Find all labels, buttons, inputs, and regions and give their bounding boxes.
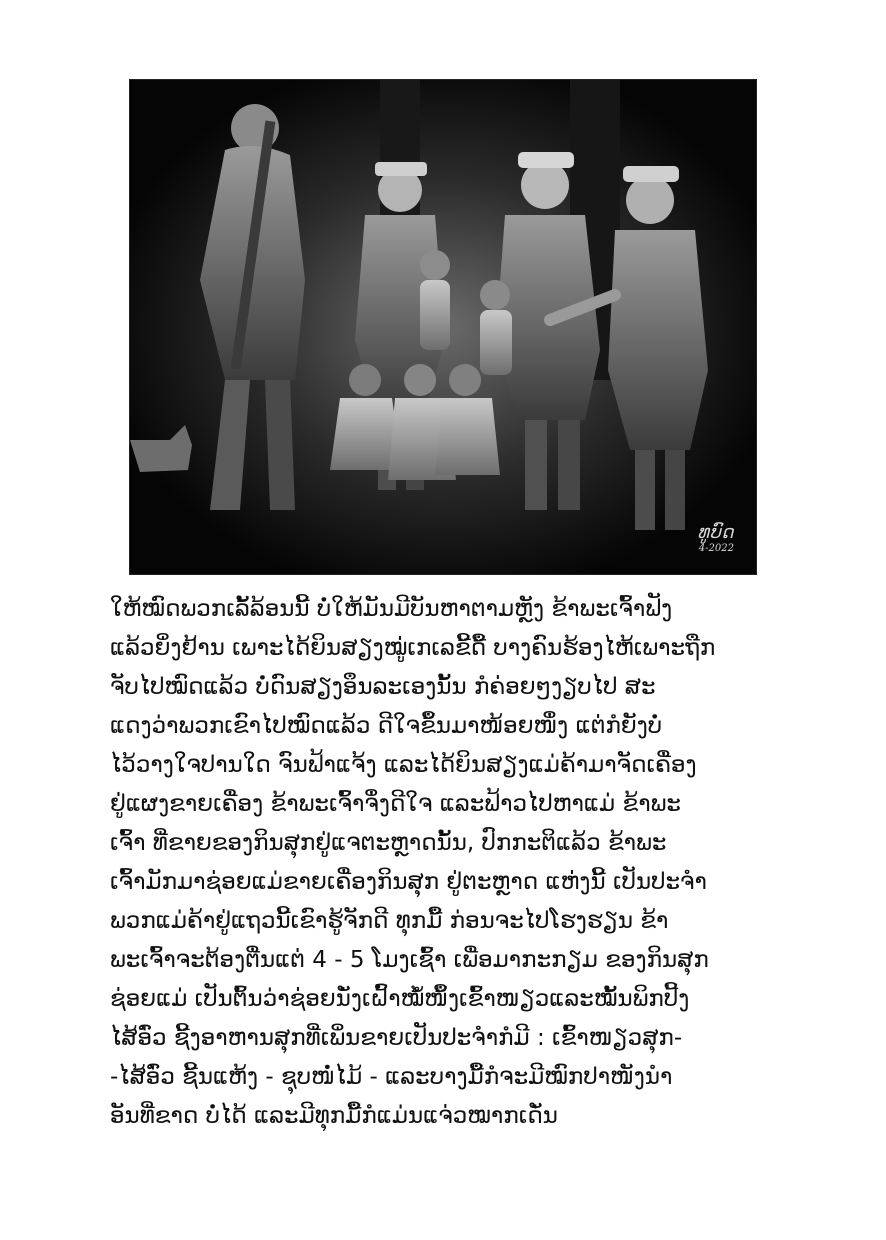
artist-signature xyxy=(697,524,734,554)
text-line-2: ແລ້ວຍິ່ງຢ້ານ ເພາະໄດ້ຍິນສຽງໝູ່ເກເລຂີ້ດື້ ບາງຄົນຮ້ອງໄຫ້ເພາະຖືກ xyxy=(110,635,716,661)
text-line-5: ໄວ້ວາງໃຈປານໃດ ຈົນຟ້າແຈ້ງ ແລະໄດ້ຍິນສຽງແມ່ຄ້າມາຈັດເຄື່ອງ xyxy=(110,752,697,778)
signature-name: ທູບົດ xyxy=(697,522,734,543)
text-line-8: ເຈົ້າມັກມາຊ່ອຍແມ່ຂາຍເຄື່ອງກິນສຸກ ຢູ່ຕະຫຼາດ ແຫ່ງນີ້ ເປັນປະຈໍາ xyxy=(110,869,707,895)
signature-date: 4-2022 xyxy=(698,543,734,554)
text-line-10: ພະເຈົ້າຈະຕ້ອງຕື່ນແຕ່ 4 - 5 ໂມງເຊົ້າ ເພື່ອມາກະກຽມ ຂອງກິນສຸກ xyxy=(110,947,709,973)
text-line-6: ຢູ່ແຜງຂາຍເຄື່ອງ ຂ້າພະເຈົ້າຈຶ່ງດີໃຈ ແລະຟ້າວໄປຫາແມ່ ຂ້າພະ xyxy=(110,791,681,817)
text-line-12: ໄສ້ອົ່ວ ຊີ້ງອາຫານສຸກທີ່ເພິ່ນຂາຍເປັນປະຈໍາກໍມີ : ເຂົ້າໜຽວສຸກ- xyxy=(110,1025,683,1051)
text-line-11: ຊ່ອຍແມ່ ເປັນຕົ້ນວ່າຊ່ອຍນັ່ງເຝົ້າໝໍ້ໜຶ້ງເຂົ້າໜຽວແລະໝັ້ນພິກປີ້ງ xyxy=(110,986,690,1012)
story-text xyxy=(110,590,790,1136)
text-line-9: ພວກແມ່ຄ້າຢູ່ແຖວນີ້ເຂົາຮູ້ຈັກດີ ທຸກມື້ ກ່ອນຈະໄປໂຮງຮຽນ ຂ້າ xyxy=(110,908,669,934)
text-line-3: ຈັບໄປໝົດແລ້ວ ບໍ່ດົນສຽງອຶນລະເອງນັ້ນ ກໍຄ່ອຍໆງຽບໄປ ສະ xyxy=(110,674,656,700)
text-line-1: ໃຫ້ໝົດພວກເລັ້ລ້ອນນີ້ ບໍ່ໃຫ້ມັນມີບັນຫາຕາມຫຼັງ ຂ້າພະເຈົ້າຟັງ xyxy=(110,596,673,622)
police-and-children-illustration xyxy=(130,80,756,574)
text-line-7: ເຈົ້າ ທີ່ຂາຍຂອງກິນສຸກຢູ່ແຈຕະຫຼາດນັ້ນ, ປົກກະຕິແລ້ວ ຂ້າພະ xyxy=(110,830,667,856)
illustration-frame xyxy=(130,80,756,574)
text-line-13: -ໄສ້ອົ່ວ ຊີ້ນແຫ້ງ - ຊຸບໜໍ່ໄມ້ - ແລະບາງມື້ກໍຈະມີໝົກປາໜັງນໍາ xyxy=(110,1064,673,1090)
text-line-4: ແດງວ່າພວກເຂົາໄປໝົດແລ້ວ ດີໃຈຂຶ້ນມາໜ້ອຍໜຶ່ງ ແຕ່ກໍຍັງບໍ່ xyxy=(110,713,663,739)
text-line-14: ອັນທີ່ຂາດ ບໍ່ໄດ້ ແລະມີທຸກມື້ກໍແມ່ນແຈ່ວໝາກເດັ່ນ xyxy=(110,1103,558,1129)
